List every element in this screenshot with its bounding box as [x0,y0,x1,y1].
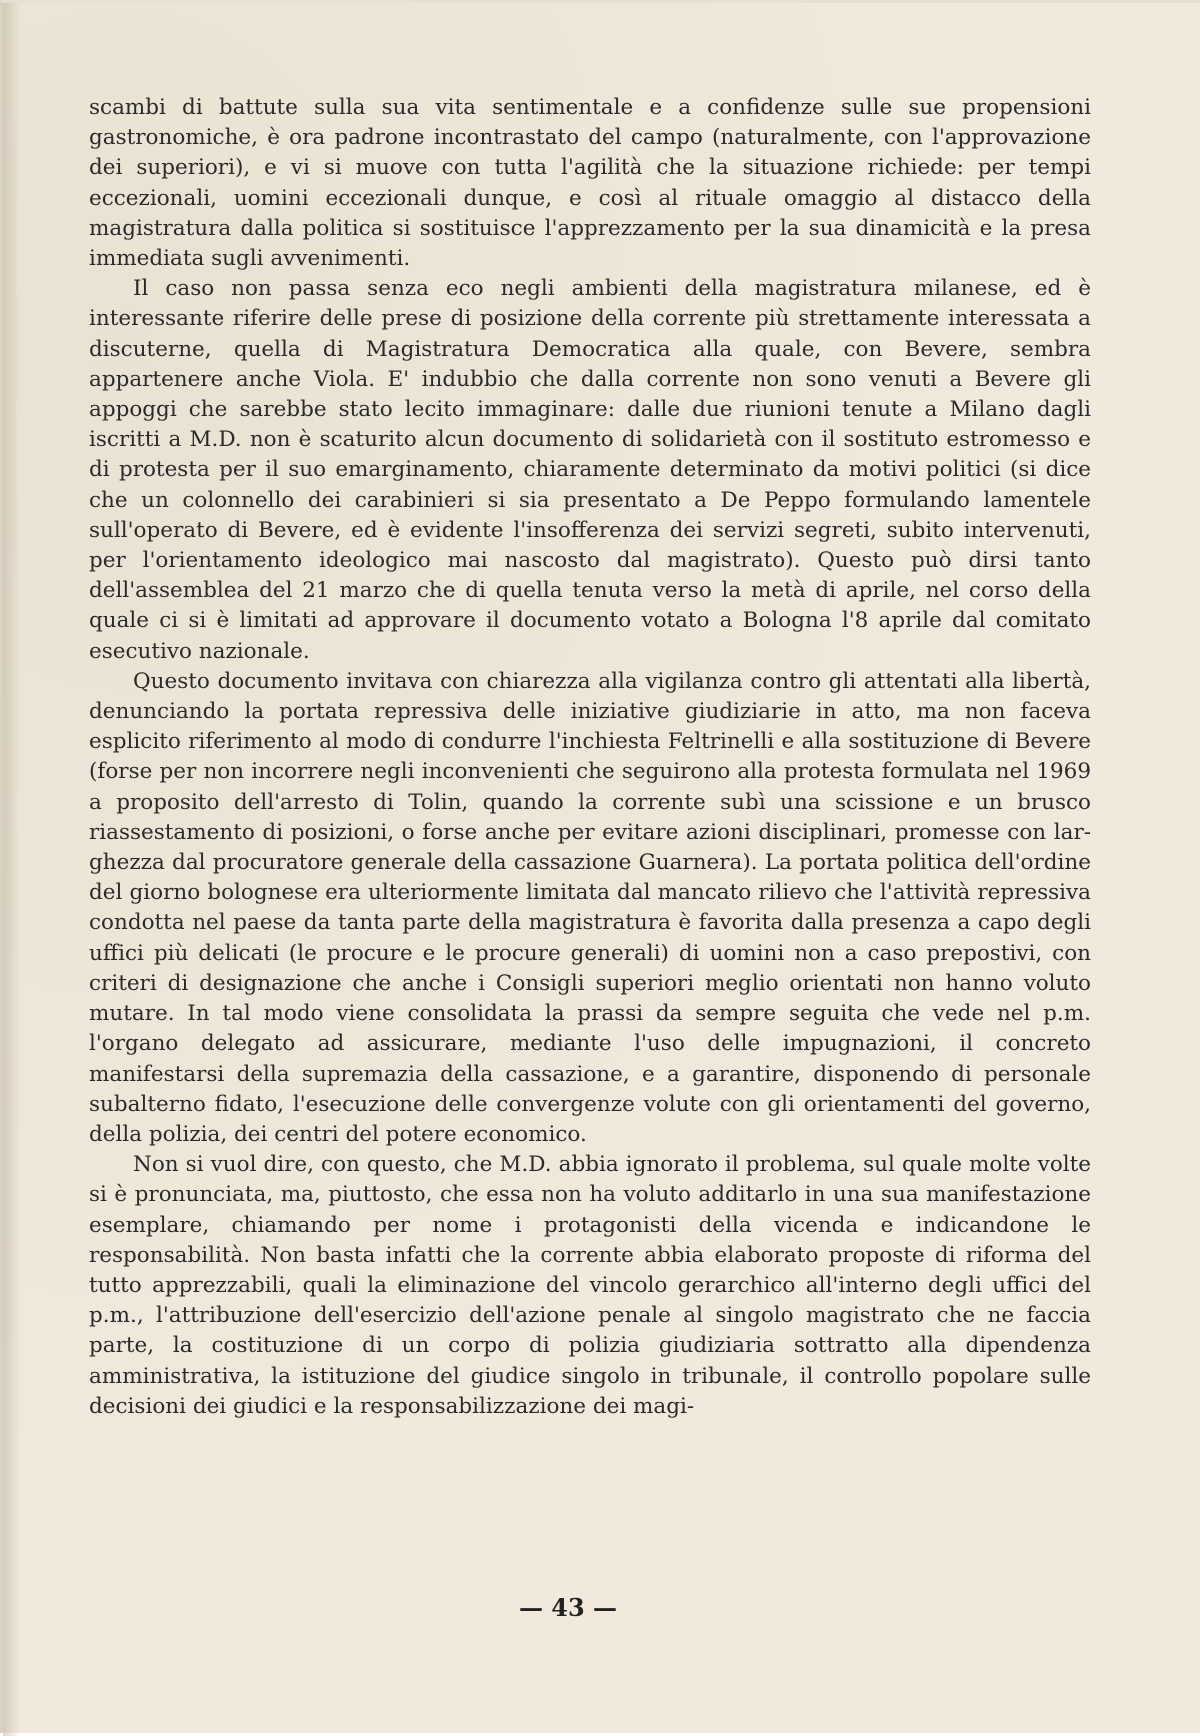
page-body [89,93,1091,1563]
paragraph-3: Questo documento invitava con chiarezza alla vigilanza contro gli attentati alla libertà, denunciando la portata repressiva delle iniziative giudiziarie in atto, ma non faceva esplicito riferimento al modo di condurre l'inchiesta Feltrinelli e alla sostituzione di Bevere (forse per non incorrere negli inconvenienti che seguirono alla protesta formulata nel 1969 a proposito dell'arresto di Tolin, quando la corrente subì una scissione e un brusco riassestamento di posizioni, o forse anche per evitare azioni disciplinari, promesse con larghezza dal procuratore generale della cassazione Guarnera). La portata politica dell'ordine del giorno bolognese era ulteriormente limitata dal mancato rilievo che l'attività repressiva condotta nel paese da tanta parte della magistratura è favorita dalla presenza a capo degli uffici più delicati (le procure e le procure generali) di uomini non a caso prepostivi, con criteri di designazione che anche i Consigli superiori meglio orientati non hanno voluto mutare. In tal modo viene consolidata la prassi da sempre seguita che vede nel p.m. l'organo delegato ad assicurare, mediante l'uso delle impugnazioni, il concreto manifestarsi della supremazia della cassazione, e a garantire, disponendo di personale subalterno fidato, l'esecuzione delle convergenze volute con gli orientamenti del governo, della polizia, dei centri del potere economico. [89,668,1091,1147]
binding-shadow [3,3,21,1736]
paragraph-1: scambi di battute sulla sua vita sentimentale e a confidenze sulle sue propensioni gastronomiche, è ora padrone incontrastato del campo (naturalmente, con l'approvazione dei superiori), e vi si muove con tutta l'agilità che la situazione richiede: per tempi eccezionali, uomini eccezionali dunque, e così al rituale omaggio al distacco della magistratura dalla politica si sostituisce l'apprezzamento per la sua dinamicità e la presa immediata sugli avvenimenti. [89,95,1091,272]
paragraph-4: Non si vuol dire, con questo, che M.D. abbia ignorato il problema, sul quale molte volte si è pronunciata, ma, piuttosto, che essa non ha voluto additarlo in una sua manifestazione esemplare, chiamando per nome i protagonisti della vicenda e indicandone le responsabilità. Non basta infatti che la corrente abbia elaborato proposte di riforma del tutto apprezzabili, quali la eliminazione del vincolo gerarchico all'interno degli uffici del p.m., l'attribuzione dell'esercizio dell'azione penale al singolo magistrato che ne faccia parte, la costituzione di un corpo di polizia giudiziaria sottratto alla dipendenza amministrativa, la istituzione del giudice singolo in tribunale, il controllo popolare sulle decisioni dei giudici e la responsabilizzazione dei magi- [89,1152,1091,1419]
page-number: — 43 — [518,1593,618,1622]
paragraph-2: Il caso non passa senza eco negli ambienti della magistratura milanese, ed è interessante riferire delle prese di posizione della corrente più strettamente interessata a discuterne, quella di Magistratura Democratica alla quale, con Bevere, sembra appartenere anche Viola. E' indubbio che dalla corrente non sono venuti a Bevere gli appoggi che sarebbe stato lecito immaginare: dalle due riunioni tenute a Milano dagli iscritti a M.D. non è scaturito alcun documento di solidarietà con il sostituto estromesso e di protesta per il suo emarginamento, chiaramente determinato da motivi politici (si dice che un colonnello dei carabinieri si sia presentato a De Peppo formulando lamentele sull'operato di Bevere, ed è evidente l'insofferenza dei servizi segreti, subito intervenuti, per l'orientamento ideologico mai nascosto dal magistrato). Questo può dirsi tanto dell'assemblea del 21 marzo che di quella tenuta verso la metà di aprile, nel corso della quale ci si è limitati ad approvare il documento votato a Bologna l'8 aprile dal comitato esecutivo nazionale. [89,276,1091,664]
